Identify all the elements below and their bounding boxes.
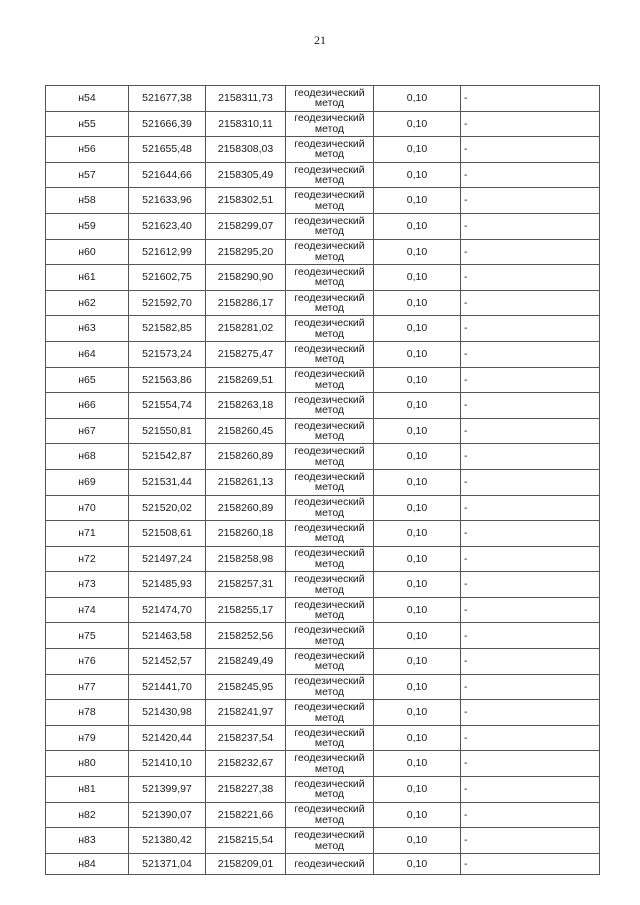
point-number-cell: н84 bbox=[46, 853, 129, 874]
accuracy-cell: 0,10 bbox=[374, 316, 461, 342]
x-coordinate-cell: 521677,38 bbox=[129, 86, 206, 112]
method-line-1: геодезический bbox=[294, 752, 365, 765]
method-cell bbox=[286, 751, 374, 777]
method-line-1: геодезический bbox=[294, 419, 365, 432]
x-coordinate-cell: 521463,58 bbox=[129, 623, 206, 649]
note-cell: - bbox=[461, 751, 600, 777]
method-cell bbox=[286, 86, 374, 112]
x-coordinate-cell: 521508,61 bbox=[129, 521, 206, 547]
method-line-1: геодезический bbox=[294, 573, 365, 586]
note-cell: - bbox=[461, 239, 600, 265]
y-coordinate-cell: 2158290,90 bbox=[206, 265, 286, 291]
y-coordinate-cell: 2158260,45 bbox=[206, 418, 286, 444]
table-row bbox=[46, 802, 600, 828]
x-coordinate-cell: 521430,98 bbox=[129, 700, 206, 726]
x-coordinate-cell: 521633,96 bbox=[129, 188, 206, 214]
y-coordinate-cell: 2158310,11 bbox=[206, 111, 286, 137]
point-number-cell: н69 bbox=[46, 469, 129, 495]
accuracy-cell: 0,10 bbox=[374, 239, 461, 265]
point-number-cell: н81 bbox=[46, 777, 129, 803]
method-cell bbox=[286, 777, 374, 803]
y-coordinate-cell: 2158258,98 bbox=[206, 546, 286, 572]
y-coordinate-cell: 2158260,89 bbox=[206, 444, 286, 470]
table-row bbox=[46, 290, 600, 316]
note-cell: - bbox=[461, 111, 600, 137]
table-row bbox=[46, 572, 600, 598]
method-line-2: метод bbox=[314, 685, 345, 698]
y-coordinate-cell: 2158255,17 bbox=[206, 597, 286, 623]
x-coordinate-cell: 521497,24 bbox=[129, 546, 206, 572]
x-coordinate-cell: 521380,42 bbox=[129, 828, 206, 854]
y-coordinate-cell: 2158269,51 bbox=[206, 367, 286, 393]
accuracy-cell: 0,10 bbox=[374, 367, 461, 393]
note-cell: - bbox=[461, 393, 600, 419]
method-line-2: метод bbox=[314, 557, 345, 570]
method-line-1: геодезический bbox=[294, 189, 365, 202]
y-coordinate-cell: 2158305,49 bbox=[206, 162, 286, 188]
note-cell: - bbox=[461, 649, 600, 675]
y-coordinate-cell: 2158308,03 bbox=[206, 137, 286, 163]
point-number-cell: н80 bbox=[46, 751, 129, 777]
point-number-cell: н77 bbox=[46, 674, 129, 700]
accuracy-cell: 0,10 bbox=[374, 649, 461, 675]
note-cell: - bbox=[461, 802, 600, 828]
accuracy-cell: 0,10 bbox=[374, 137, 461, 163]
method-line-1: геодезический bbox=[294, 803, 365, 816]
table-row bbox=[46, 853, 600, 874]
accuracy-cell: 0,10 bbox=[374, 290, 461, 316]
y-coordinate-cell: 2158215,54 bbox=[206, 828, 286, 854]
method-cell bbox=[286, 828, 374, 854]
table-row bbox=[46, 239, 600, 265]
point-number-cell: н60 bbox=[46, 239, 129, 265]
accuracy-cell: 0,10 bbox=[374, 853, 461, 874]
method-line-2: метод bbox=[314, 225, 345, 238]
x-coordinate-cell: 521410,10 bbox=[129, 751, 206, 777]
table-row bbox=[46, 393, 600, 419]
accuracy-cell: 0,10 bbox=[374, 572, 461, 598]
y-coordinate-cell: 2158311,73 bbox=[206, 86, 286, 112]
point-number-cell: н72 bbox=[46, 546, 129, 572]
y-coordinate-cell: 2158260,89 bbox=[206, 495, 286, 521]
accuracy-cell: 0,10 bbox=[374, 828, 461, 854]
table-row bbox=[46, 751, 600, 777]
accuracy-cell: 0,10 bbox=[374, 700, 461, 726]
method-cell bbox=[286, 341, 374, 367]
method-line-1: геодезический bbox=[294, 393, 365, 406]
coordinates-table-body bbox=[46, 86, 600, 875]
x-coordinate-cell: 521554,74 bbox=[129, 393, 206, 419]
x-coordinate-cell: 521550,81 bbox=[129, 418, 206, 444]
point-number-cell: н56 bbox=[46, 137, 129, 163]
table-row bbox=[46, 597, 600, 623]
method-line-1: геодезический bbox=[294, 726, 365, 739]
point-number-cell: н61 bbox=[46, 265, 129, 291]
table-row bbox=[46, 213, 600, 239]
y-coordinate-cell: 2158260,18 bbox=[206, 521, 286, 547]
method-line-2: метод bbox=[314, 97, 345, 110]
method-line-2: метод bbox=[314, 353, 345, 366]
accuracy-cell: 0,10 bbox=[374, 265, 461, 291]
y-coordinate-cell: 2158263,18 bbox=[206, 393, 286, 419]
method-line-2: метод bbox=[314, 711, 345, 724]
method-line-2: метод bbox=[314, 199, 345, 212]
table-row bbox=[46, 86, 600, 112]
accuracy-cell: 0,10 bbox=[374, 725, 461, 751]
point-number-cell: н67 bbox=[46, 418, 129, 444]
x-coordinate-cell: 521441,70 bbox=[129, 674, 206, 700]
method-line-2: метод bbox=[314, 148, 345, 161]
point-number-cell: н58 bbox=[46, 188, 129, 214]
method-cell bbox=[286, 469, 374, 495]
method-line-2: метод bbox=[314, 583, 345, 596]
accuracy-cell: 0,10 bbox=[374, 444, 461, 470]
table-row bbox=[46, 469, 600, 495]
method-cell bbox=[286, 162, 374, 188]
method-line-1: геодезический bbox=[294, 137, 365, 150]
note-cell: - bbox=[461, 367, 600, 393]
accuracy-cell: 0,10 bbox=[374, 521, 461, 547]
method-line-2: метод bbox=[314, 634, 345, 647]
method-cell bbox=[286, 316, 374, 342]
method-line-2: метод bbox=[314, 609, 345, 622]
method-cell bbox=[286, 649, 374, 675]
note-cell: - bbox=[461, 213, 600, 239]
accuracy-cell: 0,10 bbox=[374, 393, 461, 419]
method-cell bbox=[286, 521, 374, 547]
accuracy-cell: 0,10 bbox=[374, 777, 461, 803]
accuracy-cell: 0,10 bbox=[374, 86, 461, 112]
method-cell bbox=[286, 597, 374, 623]
x-coordinate-cell: 521592,70 bbox=[129, 290, 206, 316]
y-coordinate-cell: 2158227,38 bbox=[206, 777, 286, 803]
table-row bbox=[46, 623, 600, 649]
point-number-cell: н63 bbox=[46, 316, 129, 342]
note-cell: - bbox=[461, 469, 600, 495]
method-line-2: метод bbox=[314, 481, 345, 494]
method-line-2: метод bbox=[314, 250, 345, 263]
note-cell: - bbox=[461, 188, 600, 214]
table-row bbox=[46, 649, 600, 675]
method-cell bbox=[286, 265, 374, 291]
point-number-cell: н82 bbox=[46, 802, 129, 828]
note-cell: - bbox=[461, 546, 600, 572]
point-number-cell: н54 bbox=[46, 86, 129, 112]
method-line-1: геодезический bbox=[294, 445, 365, 458]
point-number-cell: н79 bbox=[46, 725, 129, 751]
method-line-2: метод bbox=[314, 762, 345, 775]
method-line-1: геодезический bbox=[294, 777, 365, 790]
table-row bbox=[46, 162, 600, 188]
table-row bbox=[46, 418, 600, 444]
method-line-1: геодезический bbox=[294, 291, 365, 304]
y-coordinate-cell: 2158295,20 bbox=[206, 239, 286, 265]
method-line-1: геодезический bbox=[294, 342, 365, 355]
point-number-cell: н70 bbox=[46, 495, 129, 521]
x-coordinate-cell: 521655,48 bbox=[129, 137, 206, 163]
method-cell bbox=[286, 572, 374, 598]
method-cell bbox=[286, 418, 374, 444]
y-coordinate-cell: 2158237,54 bbox=[206, 725, 286, 751]
accuracy-cell: 0,10 bbox=[374, 213, 461, 239]
method-line-2: метод bbox=[314, 122, 345, 135]
method-cell bbox=[286, 546, 374, 572]
x-coordinate-cell: 521420,44 bbox=[129, 725, 206, 751]
method-cell bbox=[286, 137, 374, 163]
x-coordinate-cell: 521573,24 bbox=[129, 341, 206, 367]
method-cell bbox=[286, 725, 374, 751]
method-line-2: метод bbox=[314, 302, 345, 315]
method-cell bbox=[286, 213, 374, 239]
point-number-cell: н71 bbox=[46, 521, 129, 547]
method-cell bbox=[286, 853, 374, 874]
method-line-1: геодезический bbox=[294, 496, 365, 509]
method-line-2: метод bbox=[314, 506, 345, 519]
method-line-2: метод bbox=[314, 788, 345, 801]
table-row bbox=[46, 521, 600, 547]
method-cell bbox=[286, 188, 374, 214]
note-cell: - bbox=[461, 137, 600, 163]
x-coordinate-cell: 521520,02 bbox=[129, 495, 206, 521]
note-cell: - bbox=[461, 341, 600, 367]
note-cell: - bbox=[461, 162, 600, 188]
x-coordinate-cell: 521582,85 bbox=[129, 316, 206, 342]
y-coordinate-cell: 2158286,17 bbox=[206, 290, 286, 316]
method-cell bbox=[286, 700, 374, 726]
method-line-1: геодезический bbox=[294, 240, 365, 253]
x-coordinate-cell: 521371,04 bbox=[129, 853, 206, 874]
method-line-1: геодезический bbox=[294, 317, 365, 330]
x-coordinate-cell: 521452,57 bbox=[129, 649, 206, 675]
table-row bbox=[46, 265, 600, 291]
note-cell: - bbox=[461, 674, 600, 700]
y-coordinate-cell: 2158261,13 bbox=[206, 469, 286, 495]
table-row bbox=[46, 700, 600, 726]
y-coordinate-cell: 2158232,67 bbox=[206, 751, 286, 777]
table-row bbox=[46, 341, 600, 367]
table-row bbox=[46, 828, 600, 854]
method-line-1: геодезический bbox=[294, 857, 365, 870]
point-number-cell: н73 bbox=[46, 572, 129, 598]
point-number-cell: н78 bbox=[46, 700, 129, 726]
table-row bbox=[46, 111, 600, 137]
accuracy-cell: 0,10 bbox=[374, 188, 461, 214]
method-line-1: геодезический bbox=[294, 265, 365, 278]
x-coordinate-cell: 521602,75 bbox=[129, 265, 206, 291]
method-line-1: геодезический bbox=[294, 598, 365, 611]
table-row bbox=[46, 674, 600, 700]
y-coordinate-cell: 2158257,31 bbox=[206, 572, 286, 598]
note-cell: - bbox=[461, 521, 600, 547]
page-number: 21 bbox=[314, 33, 326, 47]
point-number-cell: н64 bbox=[46, 341, 129, 367]
method-cell bbox=[286, 367, 374, 393]
accuracy-cell: 0,10 bbox=[374, 418, 461, 444]
method-line-1: геодезический bbox=[294, 829, 365, 842]
method-line-1: геодезический bbox=[294, 649, 365, 662]
method-line-2: метод bbox=[314, 404, 345, 417]
table-row bbox=[46, 316, 600, 342]
method-line-1: геодезический bbox=[294, 624, 365, 637]
note-cell: - bbox=[461, 86, 600, 112]
table-row bbox=[46, 725, 600, 751]
x-coordinate-cell: 521399,97 bbox=[129, 777, 206, 803]
x-coordinate-cell: 521644,66 bbox=[129, 162, 206, 188]
accuracy-cell: 0,10 bbox=[374, 674, 461, 700]
accuracy-cell: 0,10 bbox=[374, 597, 461, 623]
accuracy-cell: 0,10 bbox=[374, 162, 461, 188]
point-number-cell: н65 bbox=[46, 367, 129, 393]
note-cell: - bbox=[461, 725, 600, 751]
accuracy-cell: 0,10 bbox=[374, 623, 461, 649]
method-cell bbox=[286, 239, 374, 265]
point-number-cell: н76 bbox=[46, 649, 129, 675]
accuracy-cell: 0,10 bbox=[374, 751, 461, 777]
point-number-cell: н57 bbox=[46, 162, 129, 188]
note-cell: - bbox=[461, 316, 600, 342]
note-cell: - bbox=[461, 597, 600, 623]
note-cell: - bbox=[461, 828, 600, 854]
x-coordinate-cell: 521485,93 bbox=[129, 572, 206, 598]
y-coordinate-cell: 2158209,01 bbox=[206, 853, 286, 874]
method-line-1: геодезический bbox=[294, 112, 365, 125]
method-line-2: метод bbox=[314, 839, 345, 852]
method-line-1: геодезический bbox=[294, 470, 365, 483]
note-cell: - bbox=[461, 290, 600, 316]
coordinates-table bbox=[45, 85, 600, 875]
table-row bbox=[46, 495, 600, 521]
note-cell: - bbox=[461, 495, 600, 521]
point-number-cell: н62 bbox=[46, 290, 129, 316]
note-cell: - bbox=[461, 572, 600, 598]
method-line-2: метод bbox=[314, 327, 345, 340]
method-line-1: геодезический bbox=[294, 163, 365, 176]
method-line-1: геодезический bbox=[294, 86, 365, 99]
x-coordinate-cell: 521623,40 bbox=[129, 213, 206, 239]
x-coordinate-cell: 521390,07 bbox=[129, 802, 206, 828]
note-cell: - bbox=[461, 700, 600, 726]
y-coordinate-cell: 2158275,47 bbox=[206, 341, 286, 367]
accuracy-cell: 0,10 bbox=[374, 802, 461, 828]
point-number-cell: н66 bbox=[46, 393, 129, 419]
y-coordinate-cell: 2158241,97 bbox=[206, 700, 286, 726]
x-coordinate-cell: 521542,87 bbox=[129, 444, 206, 470]
method-line-2: метод bbox=[314, 174, 345, 187]
note-cell: - bbox=[461, 623, 600, 649]
method-line-1: геодезический bbox=[294, 521, 365, 534]
x-coordinate-cell: 521666,39 bbox=[129, 111, 206, 137]
point-number-cell: н74 bbox=[46, 597, 129, 623]
accuracy-cell: 0,10 bbox=[374, 495, 461, 521]
method-cell bbox=[286, 444, 374, 470]
method-line-2: метод bbox=[314, 813, 345, 826]
y-coordinate-cell: 2158245,95 bbox=[206, 674, 286, 700]
x-coordinate-cell: 521474,70 bbox=[129, 597, 206, 623]
table-row bbox=[46, 188, 600, 214]
method-line-2: метод bbox=[314, 455, 345, 468]
method-cell bbox=[286, 802, 374, 828]
method-line-1: геодезический bbox=[294, 675, 365, 688]
y-coordinate-cell: 2158252,56 bbox=[206, 623, 286, 649]
point-number-cell: н75 bbox=[46, 623, 129, 649]
note-cell: - bbox=[461, 777, 600, 803]
point-number-cell: н59 bbox=[46, 213, 129, 239]
x-coordinate-cell: 521612,99 bbox=[129, 239, 206, 265]
x-coordinate-cell: 521563,86 bbox=[129, 367, 206, 393]
table-row bbox=[46, 444, 600, 470]
method-line-2: метод bbox=[314, 378, 345, 391]
note-cell: - bbox=[461, 265, 600, 291]
point-number-cell: н55 bbox=[46, 111, 129, 137]
method-cell bbox=[286, 290, 374, 316]
x-coordinate-cell: 521531,44 bbox=[129, 469, 206, 495]
method-line-1: геодезический bbox=[294, 547, 365, 560]
method-line-1: геодезический bbox=[294, 368, 365, 381]
method-cell bbox=[286, 495, 374, 521]
method-cell bbox=[286, 111, 374, 137]
y-coordinate-cell: 2158249,49 bbox=[206, 649, 286, 675]
method-line-2: метод bbox=[314, 532, 345, 545]
y-coordinate-cell: 2158281,02 bbox=[206, 316, 286, 342]
point-number-cell: н83 bbox=[46, 828, 129, 854]
y-coordinate-cell: 2158299,07 bbox=[206, 213, 286, 239]
method-line-1: геодезический bbox=[294, 701, 365, 714]
table-row bbox=[46, 777, 600, 803]
method-line-1: геодезический bbox=[294, 214, 365, 227]
table-row bbox=[46, 367, 600, 393]
accuracy-cell: 0,10 bbox=[374, 111, 461, 137]
note-cell: - bbox=[461, 444, 600, 470]
y-coordinate-cell: 2158302,51 bbox=[206, 188, 286, 214]
method-cell bbox=[286, 674, 374, 700]
accuracy-cell: 0,10 bbox=[374, 469, 461, 495]
method-cell bbox=[286, 623, 374, 649]
method-line-2: метод bbox=[314, 660, 345, 673]
table-row bbox=[46, 546, 600, 572]
point-number-cell: н68 bbox=[46, 444, 129, 470]
method-cell bbox=[286, 393, 374, 419]
method-line-2: метод bbox=[314, 276, 345, 289]
method-line-2: метод bbox=[314, 737, 345, 750]
table-row bbox=[46, 137, 600, 163]
y-coordinate-cell: 2158221,66 bbox=[206, 802, 286, 828]
note-cell: - bbox=[461, 853, 600, 874]
accuracy-cell: 0,10 bbox=[374, 341, 461, 367]
accuracy-cell: 0,10 bbox=[374, 546, 461, 572]
method-line-2: метод bbox=[314, 430, 345, 443]
note-cell: - bbox=[461, 418, 600, 444]
